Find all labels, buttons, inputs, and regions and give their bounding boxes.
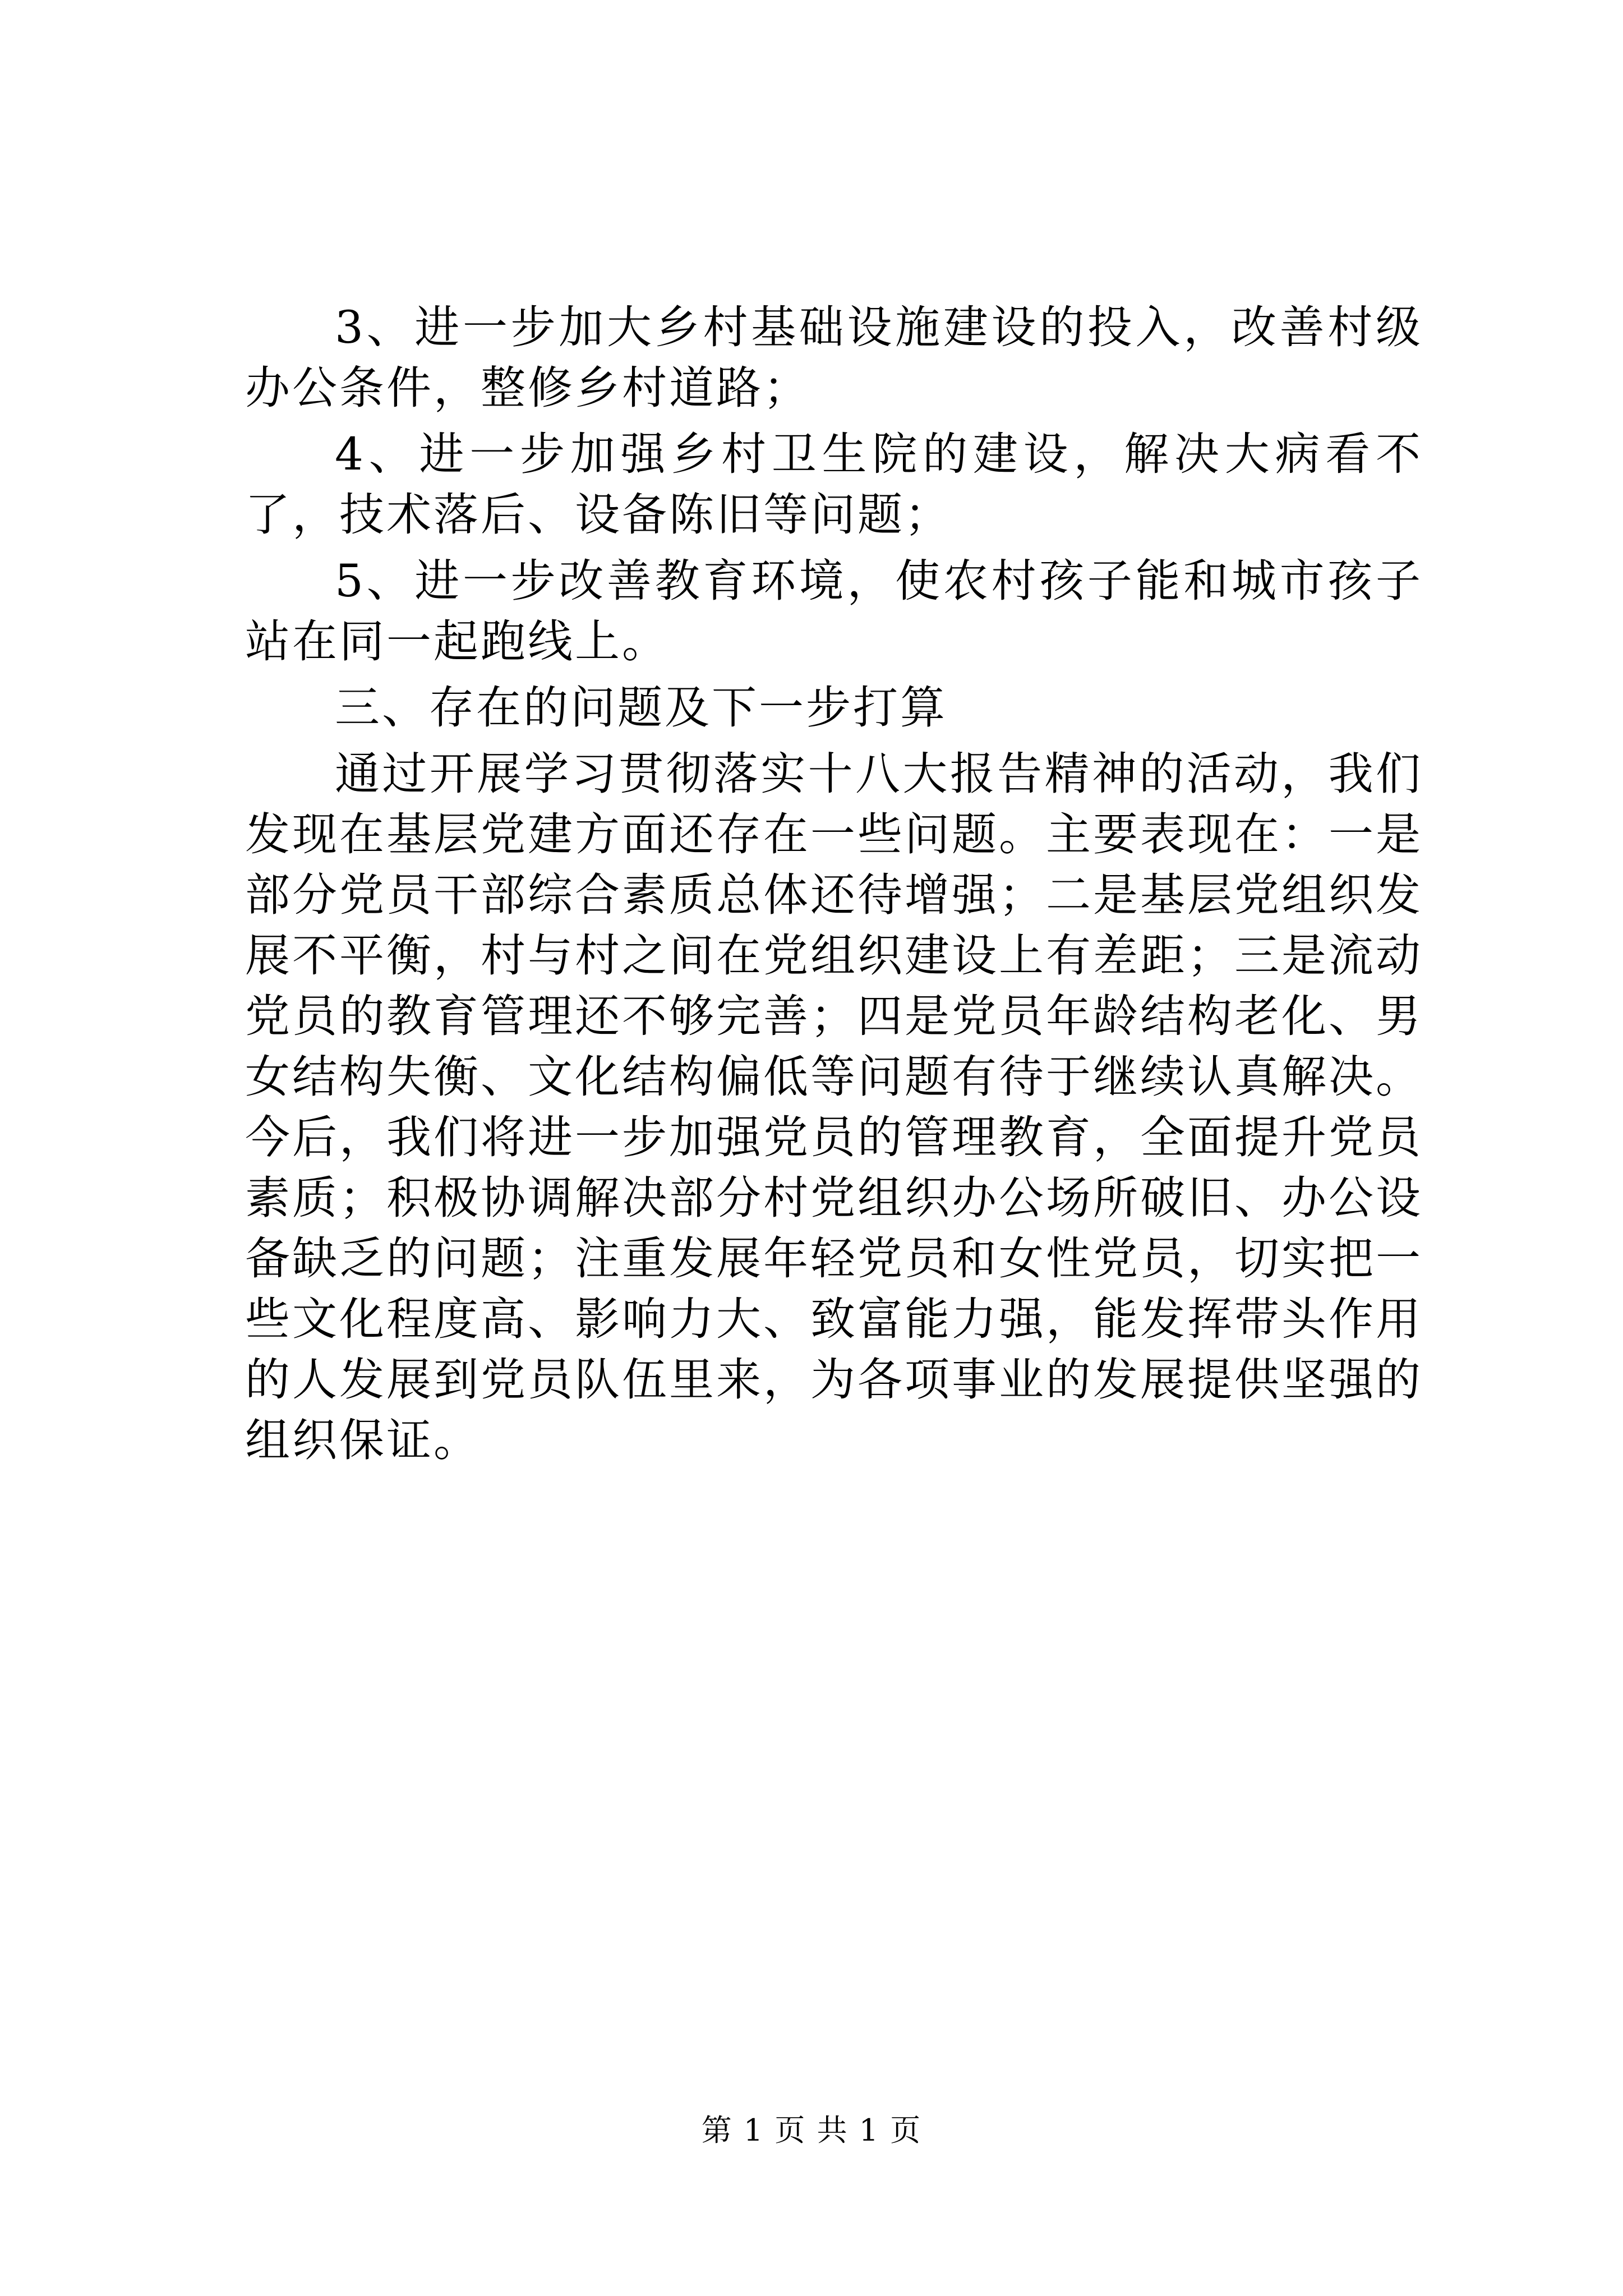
section-heading: 三、存在的问题及下一步打算 (335, 682, 947, 734)
paragraph-item-5: 5、进一步改善教育环境，使农村孩子能和城市孩子站在同一起跑线上。 (245, 555, 1423, 668)
page-footer: 第 1 页 共 1 页 (701, 2113, 922, 2148)
paragraph-item-3: 3、进一步加大乡村基础设施建设的投入，改善村级办公条件，整修乡村道路； (245, 301, 1423, 414)
document-body (245, 297, 1423, 1476)
paragraph-item-4: 4、进一步加强乡村卫生院的建设，解决大病看不了，技术落后、设备陈旧等问题； (245, 428, 1423, 541)
paragraph-problems: 通过开展学习贯彻落实十八大报告精神的活动，我们发现在基层党建方面还存在一些问题。主要表现在：一是部分党员干部综合素质总体还待增强；二是基层党组织发展不平衡，村与村之间在党组织建设上有差距；三是流动党员的教育管理还不够完善；四是党员年龄结构老化、男女结构失衡、文化结构偏低等问题有待于继续认真解决。今后，我们将进一步加强党员的管理教育，全面提升党员素质；积极协调解决部分村党组织办公场所破旧、办公设备缺乏的问题；注重发展年轻党员和女性党员，切实把一些文化程度高、影响力大、致富能力强，能发挥带头作用的人发展到党员队伍里来，为各项事业的发展提供坚强的组织保证。 (245, 748, 1423, 1466)
